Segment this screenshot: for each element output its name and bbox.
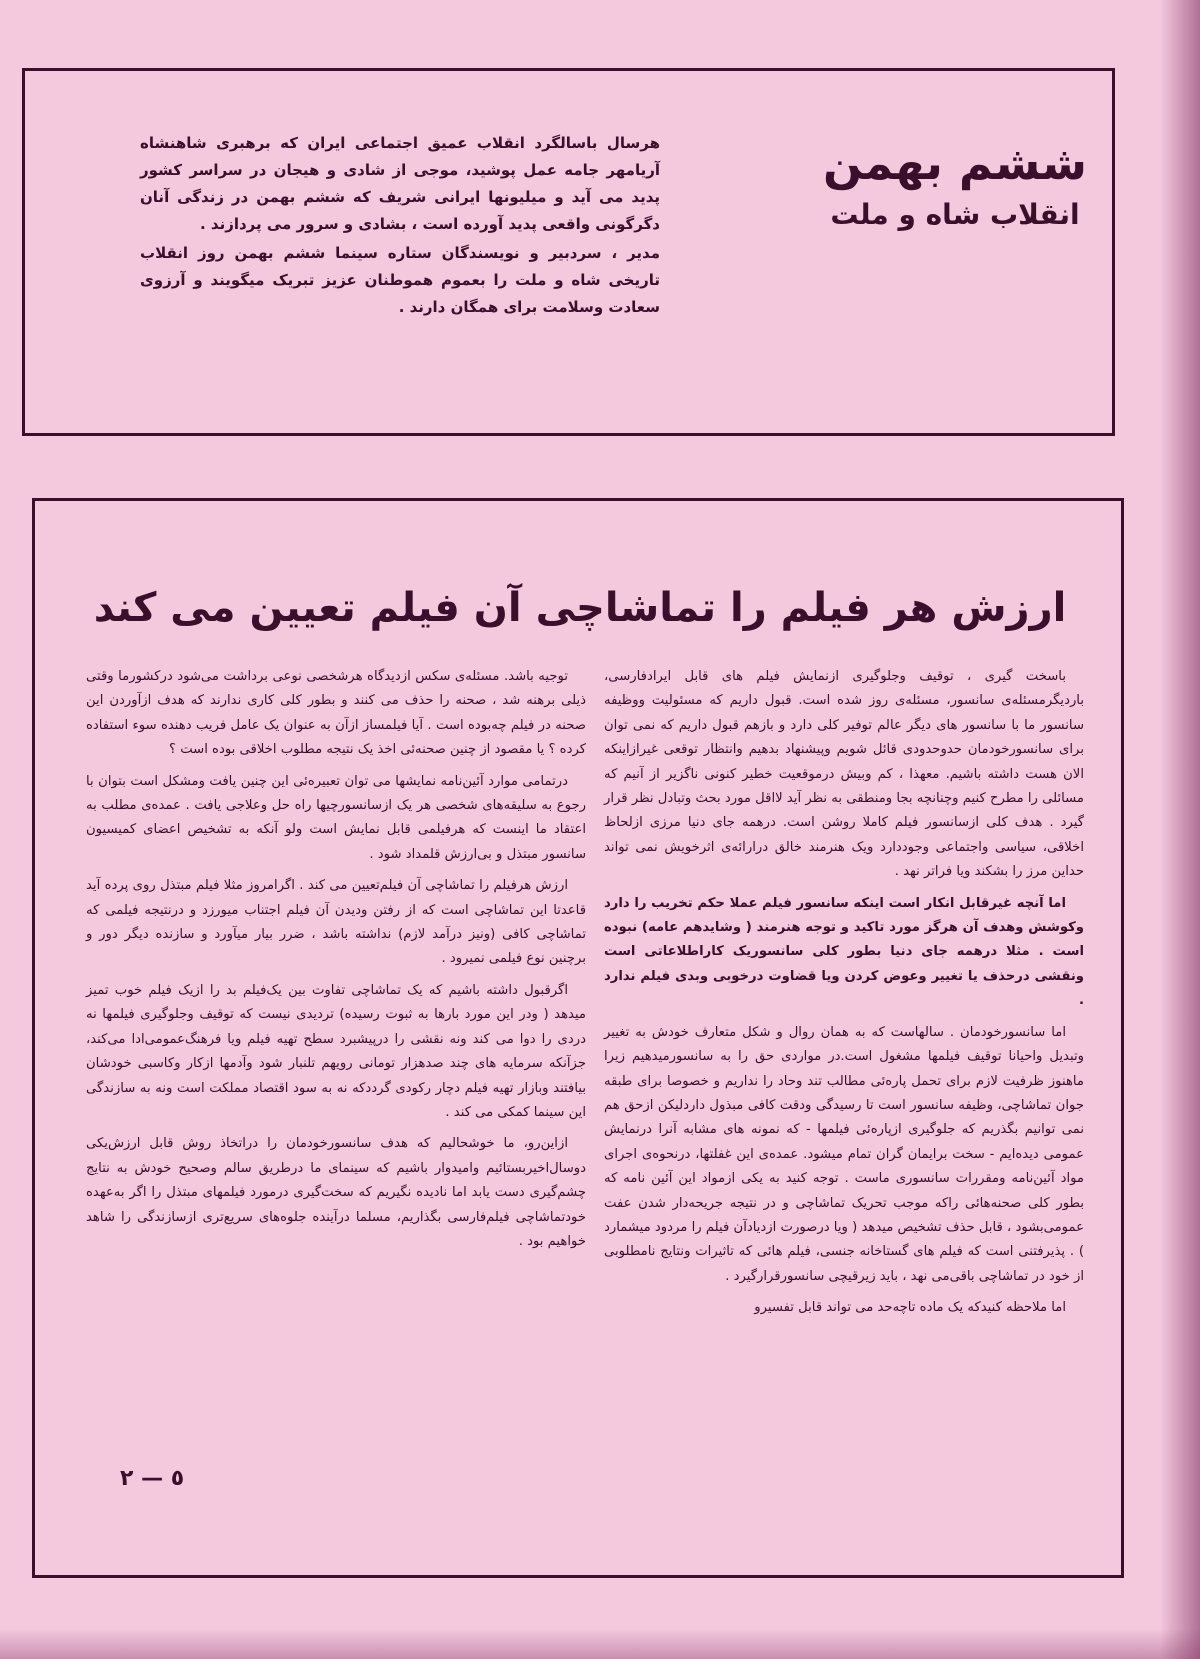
announcement-paragraph: هرسال باسالگرد انقلاب عمیق اجتماعی ایران که برهبری شاهنشاه آریامهر جامه عمل پوشید، موجی از شادی و هیجان در سراسر کشور پدید می آید و میلیونها ایرانی شریف که ششم بهمن در زندگی آنان دگرگونی واقعی پدید آورده است ، بشادی و سرور می پردازند . [140, 134, 660, 233]
scan-edge-shadow [1160, 0, 1200, 1659]
article-column-right [604, 665, 1084, 1328]
announcement-paragraph: مدیر ، سردبیر و نویسندگان ستاره سینما ششم بهمن روز انقلاب تاریخی شاه و ملت را بعموم هموطنان عزیز تبریک میگویند و آرزوی سعادت وسلامت برای همگان دارند . [140, 244, 660, 316]
article-paragraph: اما ملاحظه کنیدکه یک ماده تاچه‌حد می تواند قابل تفسیرو [754, 1300, 1066, 1316]
article-paragraph: ارزش هرفیلم را تماشاچی آن فیلم‌تعیین می کند . اگرامروز مثلا فیلم مبتذل روی پرده آید قاعدتا این تماشاچی است که از رفتن ودیدن آن فیلم اجتناب میورزد و درنتیجه فیلمی که تماشاچی کافی (ونیز درآمد لازم) نداشته باشد ، ضرر بیار میآورد و سازنده دیگر دور و برچنین نوع فیلمی نمیرود . [86, 878, 586, 967]
article-column-left [86, 665, 586, 1261]
article-paragraph: درتمامی موارد آئین‌نامه نمایشها می توان تعبیره‌ئی این چنین یافت ومشکل است بتوان با رجوع به سلیقه‌های شخصی هر یک ازسانسورچیها راه حل وعلاجی یافت . عمده‌ی مطلب به اعتقاد ما اینست که هرفیلمی قابل نمایش است ولو آنکه به تشخیص اعضای کمیسیون سانسور مبتذل و بی‌ارزش قلمداد شود . [86, 773, 586, 862]
page-number: ٥ — ٢ [120, 1466, 185, 1491]
article-paragraph: اما سانسورخودمان . سالهاست که به همان روال و شکل متعارف خودش به تغییر وتبدیل واحیانا توقیف فیلمها مشغول است.در مواردی حق را به سانسورمیدهیم زیرا ماهنوز ظرفیت لازم برای تحمل پاره‌ئی مطالب تند وحاد را نداریم و خصوصا برای طبقه جوان تماشاچی، وظیفه سانسور است تا رسیدگی ودقت کافی مبذول داردلیکن ازحق هم نمی توانیم بگذریم که جلوگیری ازپاره‌ئی فیلمها - که نمونه های مشابه آنرا درنمایش عمومی دیده‌ایم - سخت برایمان گران تمام میشود. عمده‌ی این غفلتها، درنحوه‌ی اجرای مواد آئین‌نامه ومقررات سانسوری ماست . توجه کنید به یکی ازمواد این آئین نامه که بطور کلی صحنه‌هائی راکه موجب تحریک تماشاچی و در نتیجه جریحه‌دار شدن عفت عمومی‌بشود ، قابل حذف تشخیص میدهد ( ویا درصورت ازدیادآن فیلم را مردود میشمارد ) . پذیرفتنی است که فیلم های گستاخانه جنسی، فیلم هائی که تاثیرات ونتایج نامطلوبی از خود در تماشاچی باقی‌می نهد ، باید زیرقیچی سانسورقرارگیرد . [604, 1024, 1084, 1284]
article-headline: ارزش هر فیلم را تماشاچی آن فیلم تعیین می کند [93, 585, 1067, 631]
article-paragraph: اگرقبول داشته باشیم که یک تماشاچی تفاوت بین یک‌فیلم بد را ازیک فیلم خوب تمیز میدهد ( ودر این مورد بارها به ثبوت رسیده) تردیدی نیست که توقیف وجلوگیری فیلمها نه دردی را دوا می کند ونه نقشی را درپیشبرد سطح تهیه فیلم ویا فرهنگ‌عمومی‌ادا می‌کند، جزآنکه سرمایه های چند صدهزار تومانی رویهم تلنبار شود وآدمها ازکار وکاسبی خودشان بیافتند وبازار تهیه فیلم دچار رکودی گرددکه نه به سود اقتصاد مملکت است ونه به سازندگی این سینما کمکی می کند . [86, 982, 586, 1120]
announcement-text [140, 130, 660, 323]
article-paragraph: ازاین‌رو، ما خوشحالیم که هدف سانسورخودمان را دراتخاذ روش قابل ارزش‌یکی دوسال‌اخیر‌بستائیم وامیدوار باشیم که سینمای ما درطریق سالم وصحیح خودش به نتایج چشم‌گیری دست یابد اما نادیده نگیریم که سخت‌گیری درمورد فیلمهای مبتذل را اگر به‌عهده خودتماشاچی فیلم‌فارسی بگذاریم، مسلما درآینده جلوه‌های سریع‌تری ازسازندگی را شاهد خواهیم بود . [86, 1136, 586, 1249]
scan-bottom-shadow [0, 1629, 1200, 1659]
announcement-heading [805, 133, 1105, 237]
article-paragraph: اما آنچه غیرقابل انکار است اینکه سانسور فیلم عملا حکم تخریب را دارد وکوشش وهدف آن هرگز مورد تاکید و توجه هنرمند ( وشایدهم عامه) نبوده است . مثلا درهمه جای دنیا بطور کلی سانسوریک کاراطلاعاتی است ونقشی درحذف یا تغییر وعوض کردن ویا قضاوت درخوبی وبدی فیلم ندارد . [604, 895, 1084, 1009]
announcement-subtitle: انقلاب شاه و ملت [830, 198, 1080, 231]
announcement-title: ششم بهمن [822, 136, 1087, 190]
article-paragraph: باسخت گیری ، توقیف وجلوگیری ازنمایش فیلم های قابل ایرادفارسی، باردیگرمسئله‌ی سانسور، مسئله‌ی روز شده است. قبول داریم که مسئولیت ووظیفه سانسور ما با سانسور های دیگر عالم توفیر کلی دارد و بازهم قبول داریم که نمی توان برای سانسورخودمان حدوحدودی قائل شویم وپیشنهاد بدهیم وانتظار توقعی غیرازاینکه الان هست داشته باشیم. معهذا ، کم وبیش درموقعیت خطیر کنونی ناگزیر از آنیم که مسائلی را مطرح کنیم وچنانچه بجا ومنطقی به نظر آید لااقل مورد بحث وتبادل نظر قرار گیرد . هدف کلی ازسانسور فیلم کاملا روشن است. درهمه جای دنیا مرزی ازلحاظ اخلاقی، سیاسی واجتماعی وجوددارد ویک هنرمند خالق درارائه‌ی اثرخویش نمی تواند حداین مرز را بشکند ویا فراتر نهد . [604, 669, 1084, 880]
article-paragraph: توجیه باشد. مسئله‌ی سکس ازدیدگاه هرشخصی نوعی برداشت می‌شود درکشورما وقتی ذیلی برهنه شد ، صحنه را حذف می کنند و بطور کلی کاری ندارند که هدف ازآوردن این صحنه در فیلم چه‌بوده است . آیا فیلمساز ازآن به عنوان یک عامل فریب دهنده سوء استفاده کرده ؟ یا مقصود از چنین صحنه‌ئی اخذ یک نتیجه مطلوب اخلاقی بوده است ؟ [86, 669, 586, 758]
